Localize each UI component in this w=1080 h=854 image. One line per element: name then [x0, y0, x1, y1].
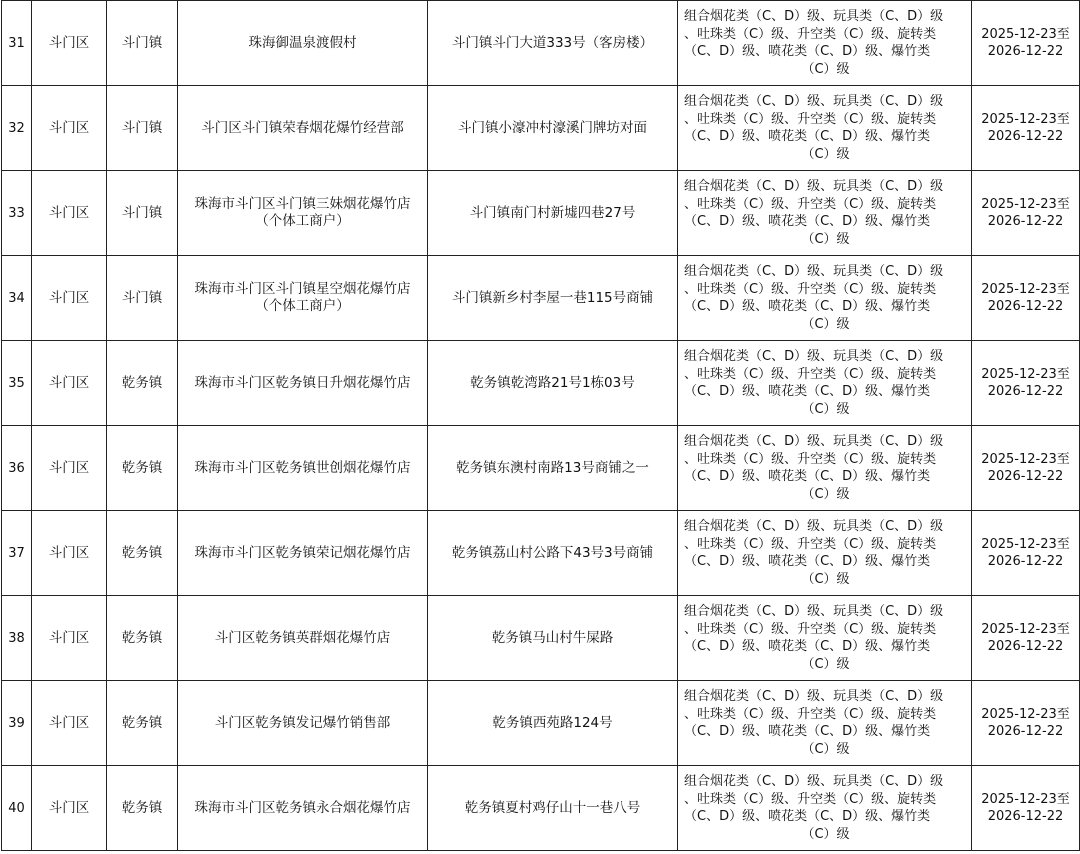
business-scope-cell — [678, 171, 972, 256]
business-scope-cell — [678, 341, 972, 426]
store-name-line: 珠海市斗门区斗门镇星空烟花爆竹店 — [194, 281, 411, 297]
store-name-line: （个体工商户） — [255, 213, 350, 229]
store-name-cell — [178, 1, 428, 86]
row-number: 40 — [2, 766, 32, 851]
town-cell: 乾务镇 — [107, 596, 178, 681]
store-name-line: 珠海市斗门区乾务镇日升烟花爆竹店 — [194, 374, 411, 391]
business-scope-cell — [678, 256, 972, 341]
validity-date-line: 2025-12-23至 — [981, 707, 1070, 722]
town-cell: 乾务镇 — [107, 341, 178, 426]
validity-date-line: 2026-12-22 — [987, 469, 1064, 484]
validity-date-line: 2026-12-22 — [987, 299, 1064, 314]
table-row — [2, 256, 1080, 341]
validity-period-cell — [972, 1, 1080, 86]
address-cell: 斗门镇小濠冲村濠溪门牌坊对面 — [428, 86, 678, 171]
scope-line: （C）级 — [801, 146, 850, 162]
address-cell: 乾务镇西苑路124号 — [428, 681, 678, 766]
scope-line: 组合烟花类（C、D）级、玩具类（C、D）级 — [684, 349, 944, 364]
address-cell: 斗门镇新乡村李屋一巷115号商铺 — [428, 256, 678, 341]
scope-line: 、吐珠类（C）级、升空类（C）级、旋转类 — [684, 111, 937, 127]
table-row — [2, 86, 1080, 171]
district-cell: 斗门区 — [32, 341, 107, 426]
table-row — [2, 511, 1080, 596]
store-name-line: 珠海市斗门区乾务镇永合烟花爆竹店 — [194, 799, 411, 816]
table-row — [2, 681, 1080, 766]
validity-period-cell — [972, 86, 1080, 171]
row-number: 32 — [2, 86, 32, 171]
store-name-cell — [178, 681, 428, 766]
store-name-line: 珠海市斗门区乾务镇世创烟花爆竹店 — [194, 459, 411, 476]
validity-date-line: 2025-12-23至 — [981, 282, 1070, 297]
district-cell: 斗门区 — [32, 681, 107, 766]
validity-date-line: 2026-12-22 — [987, 44, 1064, 59]
address-cell: 斗门镇南门村新墟四巷27号 — [428, 171, 678, 256]
business-scope-cell — [678, 86, 972, 171]
district-cell: 斗门区 — [32, 426, 107, 511]
store-name-cell — [178, 426, 428, 511]
validity-period-cell — [972, 341, 1080, 426]
table-body — [2, 1, 1080, 851]
scope-line: （C、D）级、喷花类（C、D）级、爆竹类 — [684, 639, 931, 654]
row-number: 31 — [2, 1, 32, 86]
address-cell: 乾务镇荔山村公路下43号3号商铺 — [428, 511, 678, 596]
scope-line: 、吐珠类（C）级、升空类（C）级、旋转类 — [684, 366, 937, 382]
validity-date-line: 2025-12-23至 — [981, 622, 1070, 637]
validity-date-line: 2025-12-23至 — [981, 792, 1070, 807]
validity-date-line: 2025-12-23至 — [981, 197, 1070, 212]
town-cell: 斗门镇 — [107, 171, 178, 256]
town-cell: 斗门镇 — [107, 1, 178, 86]
address-cell: 乾务镇东澳村南路13号商铺之一 — [428, 426, 678, 511]
table-row — [2, 766, 1080, 851]
validity-date-line: 2026-12-22 — [987, 724, 1064, 739]
district-cell: 斗门区 — [32, 511, 107, 596]
scope-line: （C、D）级、喷花类（C、D）级、爆竹类 — [684, 724, 931, 739]
business-scope-cell — [678, 426, 972, 511]
store-name-line: 珠海御温泉渡假村 — [248, 34, 357, 51]
address-cell: 乾务镇夏村鸡仔山十一巷八号 — [428, 766, 678, 851]
scope-line: （C、D）级、喷花类（C、D）级、爆竹类 — [684, 129, 931, 144]
scope-line: 组合烟花类（C、D）级、玩具类（C、D）级 — [684, 94, 944, 109]
address-cell: 乾务镇马山村牛屎路 — [428, 596, 678, 681]
validity-date-line: 2025-12-23至 — [981, 27, 1070, 42]
business-scope-cell — [678, 596, 972, 681]
row-number: 34 — [2, 256, 32, 341]
scope-line: （C、D）级、喷花类（C、D）级、爆竹类 — [684, 554, 931, 569]
validity-date-line: 2026-12-22 — [987, 384, 1064, 399]
address-cell: 斗门镇斗门大道333号（客房楼） — [428, 1, 678, 86]
validity-period-cell — [972, 766, 1080, 851]
store-name-cell — [178, 596, 428, 681]
validity-date-line: 2026-12-22 — [987, 809, 1064, 824]
validity-period-cell — [972, 426, 1080, 511]
validity-period-cell — [972, 681, 1080, 766]
scope-line: （C）级 — [801, 571, 850, 587]
validity-period-cell — [972, 171, 1080, 256]
scope-line: 、吐珠类（C）级、升空类（C）级、旋转类 — [684, 706, 937, 722]
town-cell: 乾务镇 — [107, 766, 178, 851]
table-row — [2, 171, 1080, 256]
validity-date-line: 2026-12-22 — [987, 639, 1064, 654]
town-cell: 斗门镇 — [107, 256, 178, 341]
scope-line: （C、D）级、喷花类（C、D）级、爆竹类 — [684, 299, 931, 314]
business-scope-cell — [678, 1, 972, 86]
business-scope-cell — [678, 681, 972, 766]
scope-line: 、吐珠类（C）级、升空类（C）级、旋转类 — [684, 281, 937, 297]
town-cell: 乾务镇 — [107, 511, 178, 596]
town-cell: 斗门镇 — [107, 86, 178, 171]
scope-line: 组合烟花类（C、D）级、玩具类（C、D）级 — [684, 264, 944, 279]
validity-date-line: 2026-12-22 — [987, 129, 1064, 144]
district-cell: 斗门区 — [32, 171, 107, 256]
validity-period-cell — [972, 511, 1080, 596]
store-name-line: （个体工商户） — [255, 298, 350, 314]
store-name-line: 斗门区斗门镇荣春烟花爆竹经营部 — [201, 119, 404, 136]
scope-line: 、吐珠类（C）级、升空类（C）级、旋转类 — [684, 451, 937, 467]
store-name-line: 珠海市斗门区斗门镇三妹烟花爆竹店 — [194, 196, 411, 212]
store-name-cell — [178, 86, 428, 171]
row-number: 36 — [2, 426, 32, 511]
town-cell: 乾务镇 — [107, 426, 178, 511]
table-row — [2, 596, 1080, 681]
table-row — [2, 341, 1080, 426]
table-row — [2, 426, 1080, 511]
district-cell: 斗门区 — [32, 86, 107, 171]
scope-line: （C）级 — [801, 61, 850, 77]
validity-date-line: 2025-12-23至 — [981, 452, 1070, 467]
scope-line: 、吐珠类（C）级、升空类（C）级、旋转类 — [684, 536, 937, 552]
scope-line: 组合烟花类（C、D）级、玩具类（C、D）级 — [684, 604, 944, 619]
scope-line: 组合烟花类（C、D）级、玩具类（C、D）级 — [684, 774, 944, 789]
scope-line: （C）级 — [801, 486, 850, 502]
address-cell: 乾务镇乾湾路21号1栋03号 — [428, 341, 678, 426]
scope-line: （C）级 — [801, 401, 850, 417]
table-row — [2, 1, 1080, 86]
store-name-cell — [178, 256, 428, 341]
validity-date-line: 2026-12-22 — [987, 554, 1064, 569]
scope-line: 、吐珠类（C）级、升空类（C）级、旋转类 — [684, 26, 937, 42]
business-scope-cell — [678, 511, 972, 596]
validity-period-cell — [972, 596, 1080, 681]
scope-line: （C、D）级、喷花类（C、D）级、爆竹类 — [684, 214, 931, 229]
store-name-cell — [178, 341, 428, 426]
row-number: 39 — [2, 681, 32, 766]
scope-line: 、吐珠类（C）级、升空类（C）级、旋转类 — [684, 621, 937, 637]
row-number: 38 — [2, 596, 32, 681]
scope-line: （C）级 — [801, 316, 850, 332]
scope-line: （C）级 — [801, 826, 850, 842]
scope-line: 、吐珠类（C）级、升空类（C）级、旋转类 — [684, 791, 937, 807]
scope-line: 组合烟花类（C、D）级、玩具类（C、D）级 — [684, 179, 944, 194]
district-cell: 斗门区 — [32, 766, 107, 851]
scope-line: 、吐珠类（C）级、升空类（C）级、旋转类 — [684, 196, 937, 212]
validity-date-line: 2025-12-23至 — [981, 537, 1070, 552]
scope-line: （C、D）级、喷花类（C、D）级、爆竹类 — [684, 809, 931, 824]
store-name-line: 斗门区乾务镇英群烟花爆竹店 — [214, 629, 391, 646]
row-number: 37 — [2, 511, 32, 596]
validity-period-cell — [972, 256, 1080, 341]
row-number: 33 — [2, 171, 32, 256]
scope-line: 组合烟花类（C、D）级、玩具类（C、D）级 — [684, 519, 944, 534]
validity-date-line: 2026-12-22 — [987, 214, 1064, 229]
store-name-line: 珠海市斗门区乾务镇荣记烟花爆竹店 — [194, 544, 411, 561]
license-table — [1, 0, 1080, 851]
scope-line: （C、D）级、喷花类（C、D）级、爆竹类 — [684, 384, 931, 399]
scope-line: （C）级 — [801, 741, 850, 757]
store-name-cell — [178, 171, 428, 256]
business-scope-cell — [678, 766, 972, 851]
town-cell: 乾务镇 — [107, 681, 178, 766]
scope-line: （C）级 — [801, 231, 850, 247]
store-name-cell — [178, 766, 428, 851]
row-number: 35 — [2, 341, 32, 426]
store-name-cell — [178, 511, 428, 596]
validity-date-line: 2025-12-23至 — [981, 367, 1070, 382]
scope-line: 组合烟花类（C、D）级、玩具类（C、D）级 — [684, 9, 944, 24]
district-cell: 斗门区 — [32, 1, 107, 86]
validity-date-line: 2025-12-23至 — [981, 112, 1070, 127]
scope-line: 组合烟花类（C、D）级、玩具类（C、D）级 — [684, 689, 944, 704]
district-cell: 斗门区 — [32, 256, 107, 341]
scope-line: （C、D）级、喷花类（C、D）级、爆竹类 — [684, 44, 931, 59]
district-cell: 斗门区 — [32, 596, 107, 681]
store-name-line: 斗门区乾务镇发记爆竹销售部 — [214, 714, 391, 731]
scope-line: （C）级 — [801, 656, 850, 672]
scope-line: （C、D）级、喷花类（C、D）级、爆竹类 — [684, 469, 931, 484]
scope-line: 组合烟花类（C、D）级、玩具类（C、D）级 — [684, 434, 944, 449]
